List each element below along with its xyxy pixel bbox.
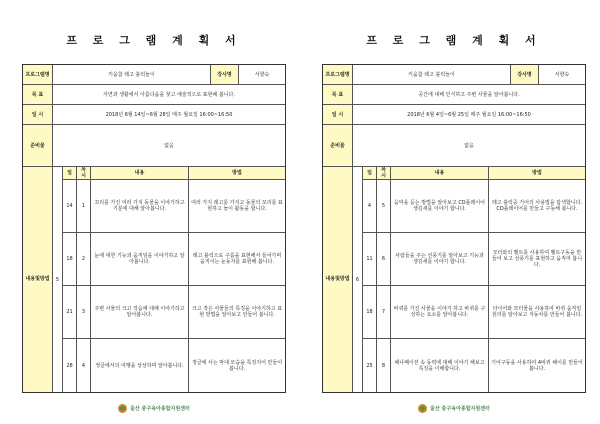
header-content: 내용 — [391, 167, 489, 179]
session-session: 4 — [77, 339, 91, 392]
program-name: 키움참 레고 블럭놀이 — [353, 65, 511, 84]
session-method: 여러 가지 레고를 가지고 동물의 꼬리를 표현하고 놀이 활동을 합니다. — [191, 200, 283, 212]
instructor-name: 서향숙 — [554, 72, 570, 78]
schedule-value: 2018년 6월 14일~6월 28일 매주 월요일 16:00~16:50 — [105, 112, 233, 118]
program-plan-sheet-1 — [14, 0, 294, 424]
header-content: 내용 — [91, 167, 189, 179]
footer-text: 울산 중구육아종합지원센터 — [130, 406, 190, 412]
content-method-label-line: 방법 — [39, 276, 50, 282]
supplies-row — [323, 125, 585, 167]
plan-table — [322, 64, 586, 393]
schedule-label: 일 시 — [323, 105, 353, 124]
content-method-label-line: 및 — [35, 276, 40, 282]
instructor-name: 서향숙 — [254, 72, 270, 78]
month-value: 6 — [353, 167, 363, 392]
session-table — [23, 167, 285, 392]
session-session: 8 — [377, 339, 391, 392]
schedule-row — [323, 105, 585, 125]
instructor-label: 강사명 — [511, 65, 539, 84]
session-day: 28 — [63, 339, 77, 392]
supplies-value: 없음 — [164, 143, 174, 149]
session-method: 모터와의 벨트를 사용하여 벨트구동을 만들어 보고 선풍기를 표현하고 움직여 봅니다. — [491, 250, 583, 268]
goal-label: 목 표 — [23, 85, 53, 104]
header-method: 방법 — [189, 167, 285, 179]
program-label: 프로그램명 — [23, 65, 53, 84]
session-row — [363, 180, 585, 233]
supplies-label: 준비물 — [323, 125, 353, 166]
session-session: 5 — [377, 180, 391, 232]
session-session: 2 — [77, 233, 91, 285]
session-method: 타이어와 모터물을 사용하여 바퀴 움직임 원리를 알아보고 자동차를 만들어 봅니다. — [491, 306, 583, 318]
session-row — [63, 286, 285, 339]
session-header-row — [363, 167, 585, 180]
header-method: 방법 — [489, 167, 585, 179]
session-content: 주변 사물의 크고 작음에 대해 이야기하고 알아봅니다. — [91, 286, 189, 338]
schedule-row — [23, 105, 285, 125]
session-day: 21 — [63, 286, 77, 338]
plan-table — [22, 64, 286, 393]
session-day: 11 — [363, 233, 377, 285]
session-method: 레고 블럭으로 구름을 표현해서 들어가며 움직이는 눈동자를 표현해 봅니다. — [192, 253, 282, 265]
content-method-label-line: 방법 — [339, 276, 350, 282]
footer — [14, 404, 294, 413]
session-rows — [63, 167, 285, 392]
supplies-row — [23, 125, 285, 167]
session-row — [63, 233, 285, 286]
session-row — [363, 286, 585, 339]
goal-value: 공간에 대해 인식하고 주변 사물을 알아봅니다. — [418, 92, 520, 98]
session-session: 7 — [377, 286, 391, 338]
session-content: 사람들을 주는 선풍기를 알아보고 기능과 생김새를 이야기 합니다. — [391, 233, 489, 285]
header-session: 차시 — [377, 167, 391, 179]
content-method-label — [23, 167, 53, 392]
session-content: 눈에 대한 기능과 움직임을 이야기하고 알아봅니다. — [91, 233, 189, 285]
session-table — [323, 167, 585, 392]
content-method-label-line: 내용 — [25, 276, 36, 282]
session-session: 1 — [77, 180, 91, 232]
session-method: 레고 블럭중 기어의 사용법을 탐색합니다. CD플레이어를 만들고 구동해 봅니다. — [491, 200, 583, 212]
supplies-value: 없음 — [464, 143, 474, 149]
instructor-label: 강사명 — [211, 65, 239, 84]
program-row — [23, 65, 285, 85]
center-logo-icon — [418, 404, 427, 413]
content-method-label — [323, 167, 353, 392]
goal-row — [323, 85, 585, 105]
program-name: 키움참 레고 블럭놀이 — [53, 65, 211, 84]
header-day: 일 — [63, 167, 77, 179]
footer — [314, 404, 594, 413]
content-method-label-line: 및 — [335, 276, 340, 282]
schedule-label: 일 시 — [23, 105, 53, 124]
session-day: 18 — [63, 233, 77, 285]
content-method-label-line: 내용 — [325, 276, 336, 282]
session-content: 바퀴를 가진 사물을 이야기 하고 바퀴를 구성하는 요소를 알아봅니다. — [391, 286, 489, 338]
session-day: 14 — [63, 180, 77, 232]
session-day: 25 — [363, 339, 377, 392]
center-logo-icon — [118, 404, 127, 413]
supplies-label: 준비물 — [23, 125, 53, 166]
header-session: 차시 — [77, 167, 91, 179]
session-session: 6 — [377, 233, 391, 285]
footer-text: 울산 중구육아종합지원센터 — [430, 406, 490, 412]
session-header-row — [63, 167, 285, 180]
session-row — [363, 339, 585, 392]
goal-row — [23, 85, 285, 105]
session-session: 3 — [77, 286, 91, 338]
schedule-value: 2018년 6월 4일~6월 25일 매주 월요일 16:00~16:50 — [407, 112, 531, 118]
program-row — [323, 65, 585, 85]
session-content: 정글에서의 여행을 상상하며 알아봅니다. — [91, 339, 189, 392]
program-label: 프로그램명 — [323, 65, 353, 84]
session-method: 크고 작은 사물들의 특징을 이야기하고 표현 방법을 알아보고 만들어 봅니다. — [191, 306, 283, 318]
session-method: 정글에 사는 막대 모습을 특징지어 만들어 봅니다. — [191, 359, 283, 372]
session-row — [63, 339, 285, 392]
session-day: 4 — [363, 180, 377, 232]
session-content: 음악을 듣는 방법을 알아보고 CD플레이어 생김새를 이야기 합니다. — [391, 180, 489, 232]
session-day: 18 — [363, 286, 377, 338]
header-day: 일 — [363, 167, 377, 179]
month-value: 5 — [53, 167, 63, 392]
goal-label: 목 표 — [323, 85, 353, 104]
session-row — [63, 180, 285, 233]
session-method: 기어구동을 사용하여 4바퀴 헤이를 만들어 봅니다. — [491, 359, 583, 372]
page-title: 프 로 그 램 계 획 서 — [66, 34, 242, 47]
session-row — [363, 233, 585, 286]
session-content: 헤나페이션 속 동력에 대해 이야기 해보고 특징을 이해합니다. — [391, 339, 489, 392]
page-title: 프 로 그 램 계 획 서 — [366, 34, 542, 47]
session-rows — [363, 167, 585, 392]
session-content: 꼬리를 가진 여러 가지 동물을 이야기하고 기분에 대해 알아봅니다. — [91, 180, 189, 232]
goal-value: 자연과 생활에서 아름다움을 찾고 예술적으로 표현해 봅니다. — [103, 92, 235, 98]
program-plan-sheet-2 — [314, 0, 594, 424]
